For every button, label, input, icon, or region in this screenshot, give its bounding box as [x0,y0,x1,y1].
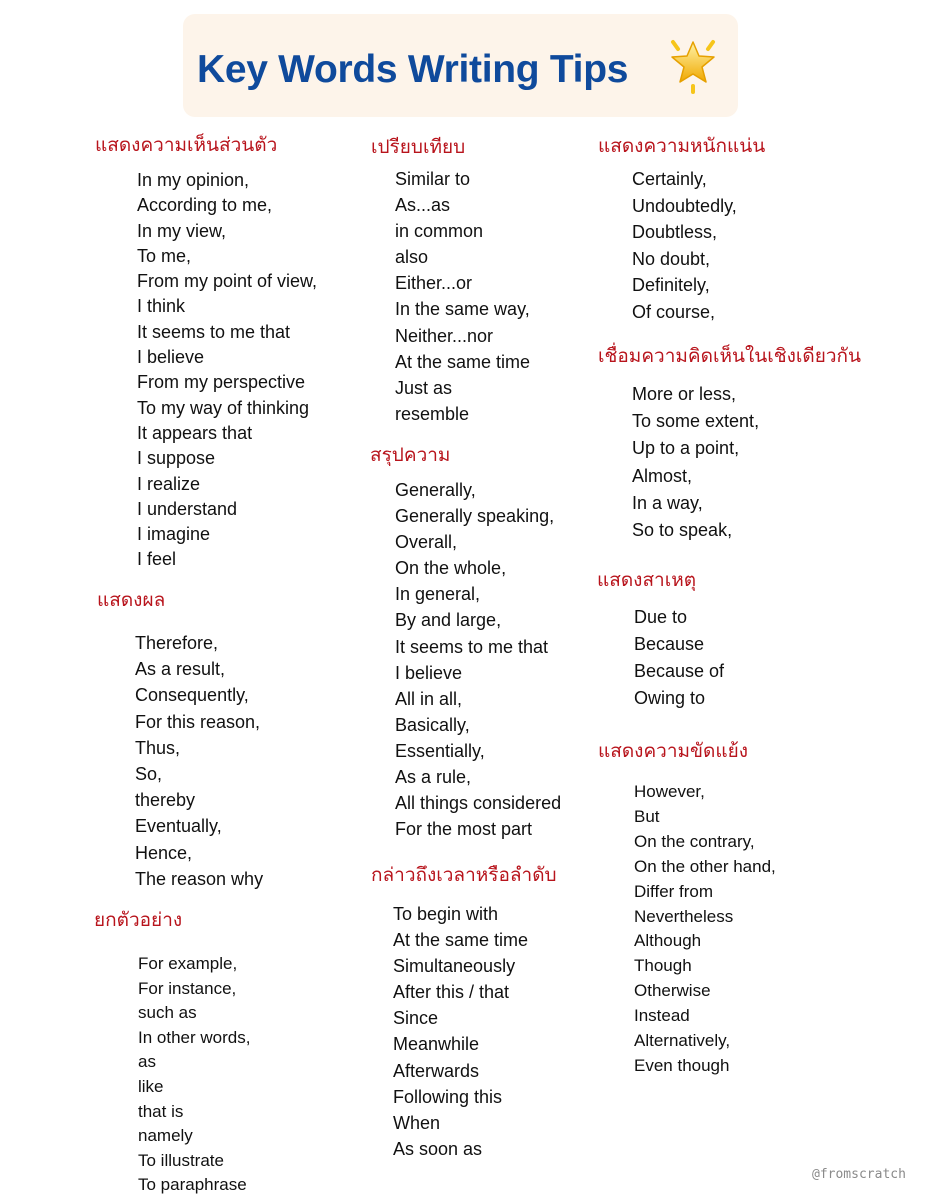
list-item: For instance, [138,978,237,998]
list-item: also [395,247,429,268]
list-item: like [138,1076,164,1096]
list-item: It appears that [137,422,253,443]
section-heading-examples: ยกตัวอย่าง [94,909,183,931]
list-cause [634,604,724,712]
list-item: Due to [634,607,688,627]
section-heading-contrast: แสดงความขัดแย้ง [598,740,749,762]
list-item: I believe [137,347,205,368]
list-item: I realize [137,473,201,494]
section-heading-summary: สรุปความ [370,444,451,466]
list-item: Because [634,634,705,654]
list-emphasis [632,166,737,325]
list-item: To some extent, [632,411,760,432]
list-item: But [634,806,660,826]
list-comparison [395,166,530,427]
list-item: I believe [395,662,463,683]
list-item: On the whole, [395,558,507,579]
list-item: I suppose [137,448,216,469]
list-item: To illustrate [138,1150,224,1170]
list-item: In other words, [138,1027,251,1047]
list-item: To paraphrase [138,1175,247,1195]
list-item: Up to a point, [632,438,740,459]
page-title: Key Words Writing Tips [197,48,629,91]
list-item: Doubtless, [632,222,718,242]
list-item: In a way, [632,492,703,513]
list-item: By and large, [395,610,502,631]
list-item: Differ from [634,881,714,901]
list-summary [395,477,561,842]
list-item: At the same time [395,351,531,372]
list-item: Undoubtedly, [632,195,737,216]
list-item: To begin with [393,904,499,924]
list-item: that is [138,1101,184,1121]
list-item: As soon as [393,1138,483,1159]
list-personal-opinion [137,168,317,573]
list-item: To me, [137,245,192,266]
list-item: Because of [634,661,725,681]
list-item: So to speak, [632,520,733,541]
list-item: All things considered [395,793,562,814]
list-item: However, [634,782,705,801]
list-item: resemble [395,403,470,424]
list-item: To my way of thinking [137,397,310,418]
list-item: Of course, [632,301,716,322]
list-item: On the other hand, [634,856,776,876]
list-item: Though [634,956,692,976]
list-item: As...as [395,195,451,216]
list-item: According to me, [137,195,273,216]
list-item: Nevertheless [634,906,734,926]
list-agreement [632,381,759,544]
list-item: After this / that [393,982,510,1003]
list-item: Eventually, [135,816,222,837]
list-item: Therefore, [135,633,219,653]
list-item: At the same time [393,930,529,951]
list-time-sequence [393,901,528,1162]
list-item: namely [138,1126,193,1146]
list-item: Generally, [395,480,476,500]
list-item: In the same way, [395,299,530,320]
list-item: I feel [137,549,177,570]
list-item: Hence, [135,842,193,863]
list-item: From my point of view, [137,271,318,292]
list-item: Simultaneously [393,956,516,977]
list-item: Definitely, [632,275,710,295]
list-item: Just as [395,377,453,398]
list-item: I understand [137,498,238,519]
list-item: Either...or [395,273,473,294]
list-item: On the contrary, [634,831,755,851]
title-banner [183,14,738,117]
list-result [135,630,263,892]
list-item: Alternatively, [634,1031,731,1051]
list-item: I think [137,296,186,317]
list-contrast [634,780,776,1079]
list-item: Even though [634,1055,730,1075]
section-heading-personal-opinion: แสดงความเห็นส่วนตัว [95,134,278,156]
list-item: For the most part [395,819,533,840]
list-item: Certainly, [632,169,707,189]
list-item: All in all, [395,688,463,709]
list-item: As a result, [135,659,226,680]
section-heading-result: แสดงผล [97,589,166,611]
glowing-star-icon [665,36,721,94]
section-heading-emphasis: แสดงความหนักแน่น [598,135,766,157]
list-item: In my view, [137,220,227,241]
watermark: @fromscratch [812,1167,906,1182]
list-item: Neither...nor [395,325,494,346]
list-item: thereby [135,790,196,811]
list-item: in common [395,221,484,242]
list-item: Owing to [634,688,706,708]
list-item: Similar to [395,169,471,189]
list-item: Consequently, [135,685,249,706]
list-item: as [138,1052,156,1072]
list-item: Almost, [632,465,693,486]
list-item: Following this [393,1086,503,1107]
list-item: From my perspective [137,372,306,393]
list-item: In general, [395,584,481,605]
list-item: Although [634,931,702,951]
section-heading-cause: แสดงสาเหตุ [597,569,697,591]
list-item: Meanwhile [393,1034,480,1055]
list-item: Afterwards [393,1060,480,1081]
list-item: More or less, [632,384,737,404]
list-item: For example, [138,954,238,973]
section-heading-time-sequence: กล่าวถึงเวลาหรือลำดับ [371,864,557,886]
list-item: Thus, [135,737,181,758]
list-item: Essentially, [395,740,485,761]
list-item: It seems to me that [395,636,549,657]
list-item: Instead [634,1006,690,1026]
list-item: No doubt, [632,248,711,269]
list-item: Generally speaking, [395,506,555,527]
list-item: For this reason, [135,711,261,732]
list-item: Since [393,1008,439,1029]
list-item: When [393,1112,441,1133]
list-item: In my opinion, [137,170,250,190]
list-item: I imagine [137,524,211,545]
list-item: Overall, [395,532,458,553]
section-heading-comparison: เปรียบเทียบ [371,136,466,158]
section-heading-agreement: เชื่อมความคิดเห็นในเชิงเดียวกัน [598,345,862,367]
list-item: So, [135,764,163,785]
list-examples [138,952,250,1198]
list-item: As a rule, [395,767,472,788]
list-item: Basically, [395,714,470,735]
list-item: The reason why [135,868,264,889]
list-item: It seems to me that [137,321,291,342]
list-item: such as [138,1003,197,1023]
list-item: Otherwise [634,981,711,1001]
